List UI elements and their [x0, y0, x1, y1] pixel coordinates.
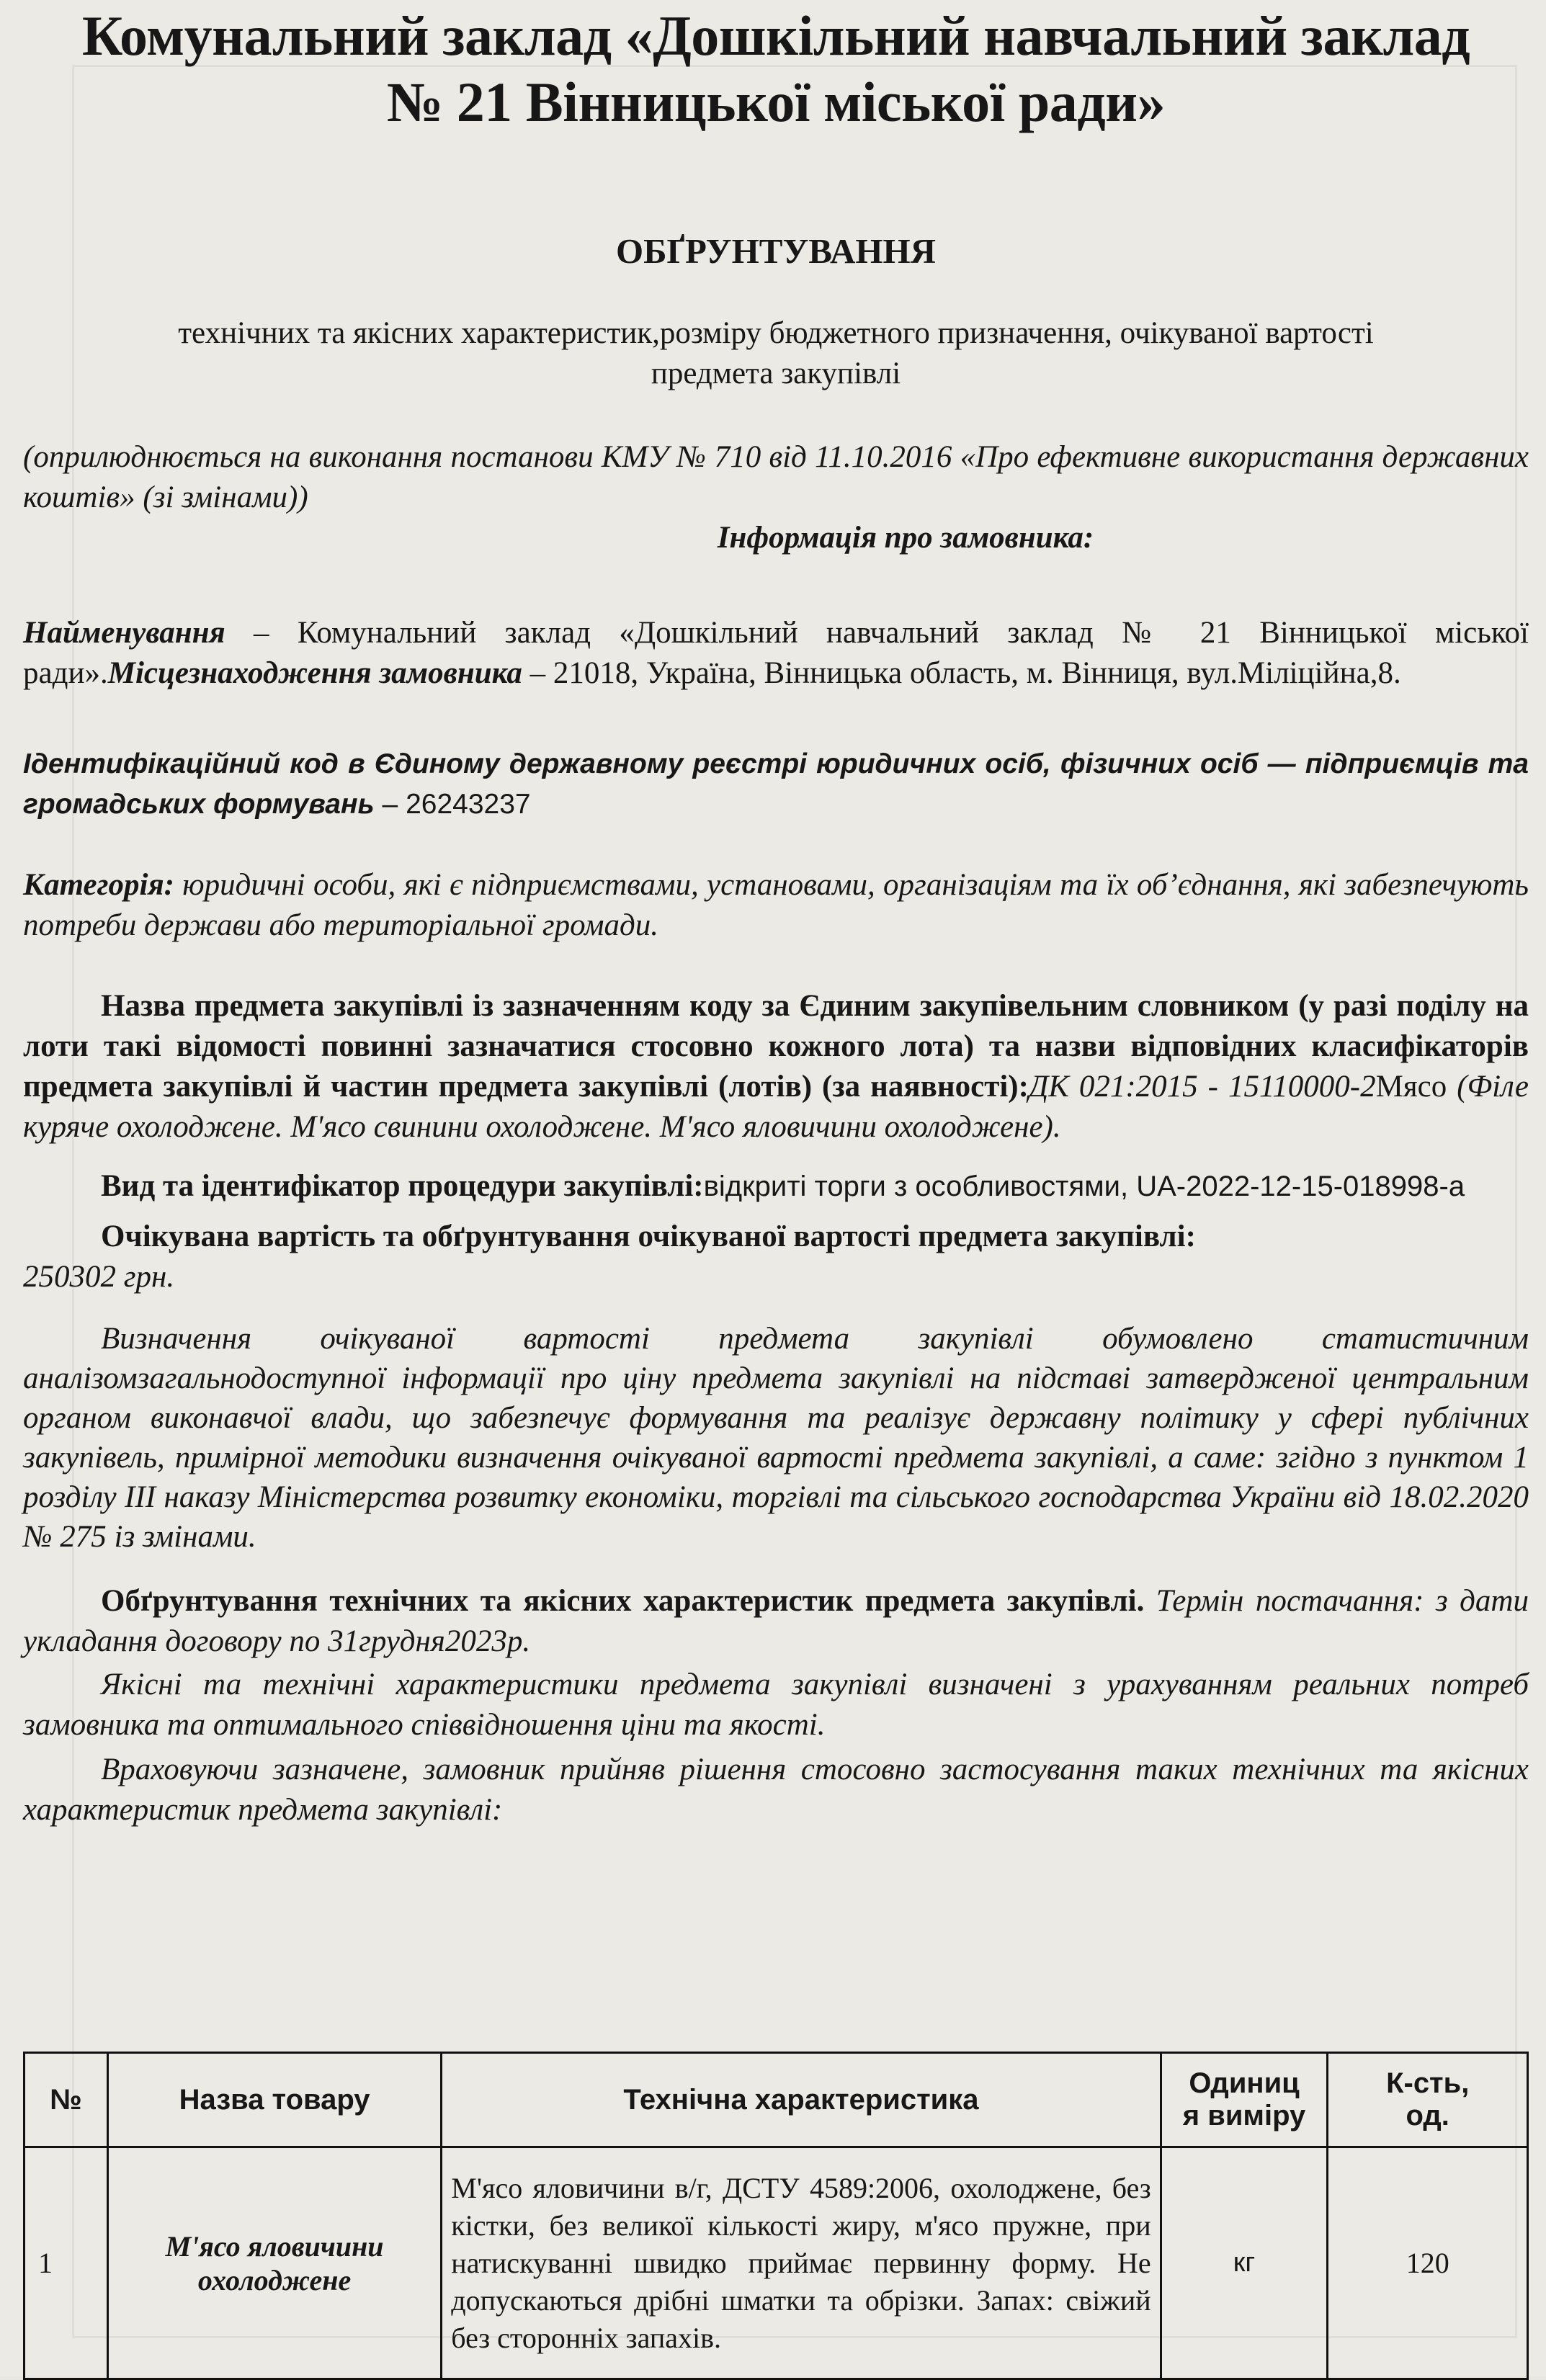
customer-name-label: Найменування [23, 616, 225, 650]
row-goods-name-line1: М'ясо яловичини [165, 2229, 384, 2263]
header-qty-line2: од. [1406, 2100, 1449, 2131]
organization-title [23, 3, 1529, 135]
procedure-value: відкриті торги з особливостями, UA-2022-12-15-018998-а [703, 1171, 1465, 1202]
row-qty: 120 [1328, 2147, 1528, 2379]
header-unit-line1: Одиниц [1189, 2067, 1300, 2099]
expected-cost-label: Очікувана вартість та обґрунтування очікуваної вартості предмета закупівлі: [101, 1220, 1196, 1253]
row-characteristic: М'ясо яловичини в/г, ДСТУ 4589:2006, охолоджене, без кістки, без великої кількості жиру, м'ясо пружне, при натискуванні швидко приймає первинну форму. Не допускаються дрібні шматки та обрізки. Запах: свіжий без сторонніх запахів. [442, 2147, 1161, 2379]
row-unit: кг [1161, 2147, 1328, 2379]
header-qty [1328, 2053, 1528, 2147]
header-num: № [24, 2053, 108, 2147]
procedure-label: Вид та ідентифікатор процедури закупівлі: [101, 1169, 704, 1203]
publication-note: (оприлюднюється на виконання постанови КМУ № 710 від 11.10.2016 «Про ефективне використання державних коштів» (зі змінами)) [23, 440, 1529, 514]
goods-table-header-row [24, 2053, 1528, 2147]
header-unit [1161, 2053, 1328, 2147]
customer-location-value: – 21018, Україна, Вінницька область, м. Вінниця, вул.Міліційна,8. [522, 656, 1401, 690]
goods-table [23, 2052, 1529, 2380]
procurement-subject-name: Мясо [1375, 1070, 1447, 1104]
customer-code-value: – 26243237 [374, 789, 531, 820]
customer-info-heading: Інформація про замовника: [717, 521, 1094, 555]
decision-paragraph: Враховуючи зазначене, замовник прийняв рішення стосовно застосування таких технічних та якісних характеристик предмета закупівлі: [23, 1753, 1529, 1827]
header-unit-line2: я виміру [1182, 2100, 1306, 2131]
expected-cost-value: 250302 грн. [23, 1260, 175, 1294]
customer-category-value: юридичні особи, які є підприємствами, установами, організаціям та їх об’єднання, які забезпечують потреби держави або територіальної громади. [23, 868, 1529, 942]
customer-location-label: Місцезнаходження замовника [107, 656, 522, 690]
header-name: Назва товару [107, 2053, 441, 2147]
technical-characteristics-paragraph [23, 1581, 1529, 1662]
customer-code-label: Ідентифікаційний код в Єдиному державному реєстрі юридичних осіб, фізичних осіб — підприємців та громадських формувань [23, 748, 1529, 820]
quality-paragraph: Якісні та технічні характеристики предмета закупівлі визначені з урахуванням реальних потреб замовника та оптимального співвідношення ціни та якості. [23, 1668, 1529, 1742]
organization-title-line2: № 21 Вінницької міської ради» [386, 71, 1166, 133]
organization-title-line1: Комунальний заклад «Дошкільний навчальний заклад [81, 4, 1470, 67]
technical-characteristics-label: Обґрунтування технічних та якісних характеристик предмета закупівлі. [101, 1584, 1145, 1618]
header-qty-line1: К-сть, [1386, 2067, 1470, 2099]
customer-category-paragraph [23, 865, 1529, 946]
procurement-subject-label: Назва предмета закупівлі із зазначенням коду за Єдиним закупівельним словником (у разі поділу на лоти такі відомості повинні зазначатися стосовно кожного лота) та назви відповідних класифікаторів предмета закупівлі й частин предмета закупівлі (лотів) (за наявності): [23, 989, 1529, 1104]
customer-code-paragraph [23, 744, 1529, 825]
table-row [24, 2147, 1528, 2379]
procedure-paragraph [23, 1166, 1529, 1207]
procurement-subject-code: ДК 021:2015 - 15110000-2 [1028, 1070, 1376, 1104]
procurement-subject-detail: (Філе куряче охолоджене. М'ясо свинини охолоджене. М'ясо яловичини охолоджене). [23, 1070, 1529, 1144]
cost-justification-paragraph: Визначення очікуваної вартості предмета закупівлі обумовлено статистичним аналізомзагальнодоступної інформації про ціну предмета закупівлі на підставі затвердженої центральним органом виконавчої влади, що забезпечує формування та реалізує державну політику у сфері публічних закупівель, примірної методики визначення очікуваної вартості предмета закупівлі, а саме: згідно з пунктом 1 розділу ІІІ наказу Міністерства розвитку економіки, торгівлі та сільського господарства України від 18.02.2020 № 275 із змінами. [23, 1322, 1529, 1554]
document-heading: ОБҐРУНТУВАННЯ [615, 231, 936, 271]
expected-cost-paragraph [23, 1217, 1529, 1297]
document-subheading-line2: предмета закупівлі [651, 357, 901, 390]
row-num: 1 [24, 2147, 108, 2379]
header-characteristic: Технічна характеристика [442, 2053, 1161, 2147]
customer-name-value: – Комунальний заклад «Дошкільний навчальний заклад № 21 Вінницької міської ради». [23, 616, 1529, 690]
row-goods-name-line2: охолоджене [197, 2263, 352, 2296]
document-subheading [23, 313, 1529, 394]
technical-characteristics-value: Термін постачання: з дати укладання договору по 31грудня2023р. [23, 1584, 1529, 1658]
document-subheading-line1: технічних та якісних характеристик,розміру бюджетного призначення, очікуваної вартості [178, 316, 1374, 350]
procurement-subject-paragraph [23, 986, 1529, 1148]
row-goods-name [107, 2147, 441, 2379]
document-body [23, 0, 1529, 1830]
customer-name-paragraph [23, 613, 1529, 694]
customer-category-label: Категорія: [23, 868, 174, 902]
